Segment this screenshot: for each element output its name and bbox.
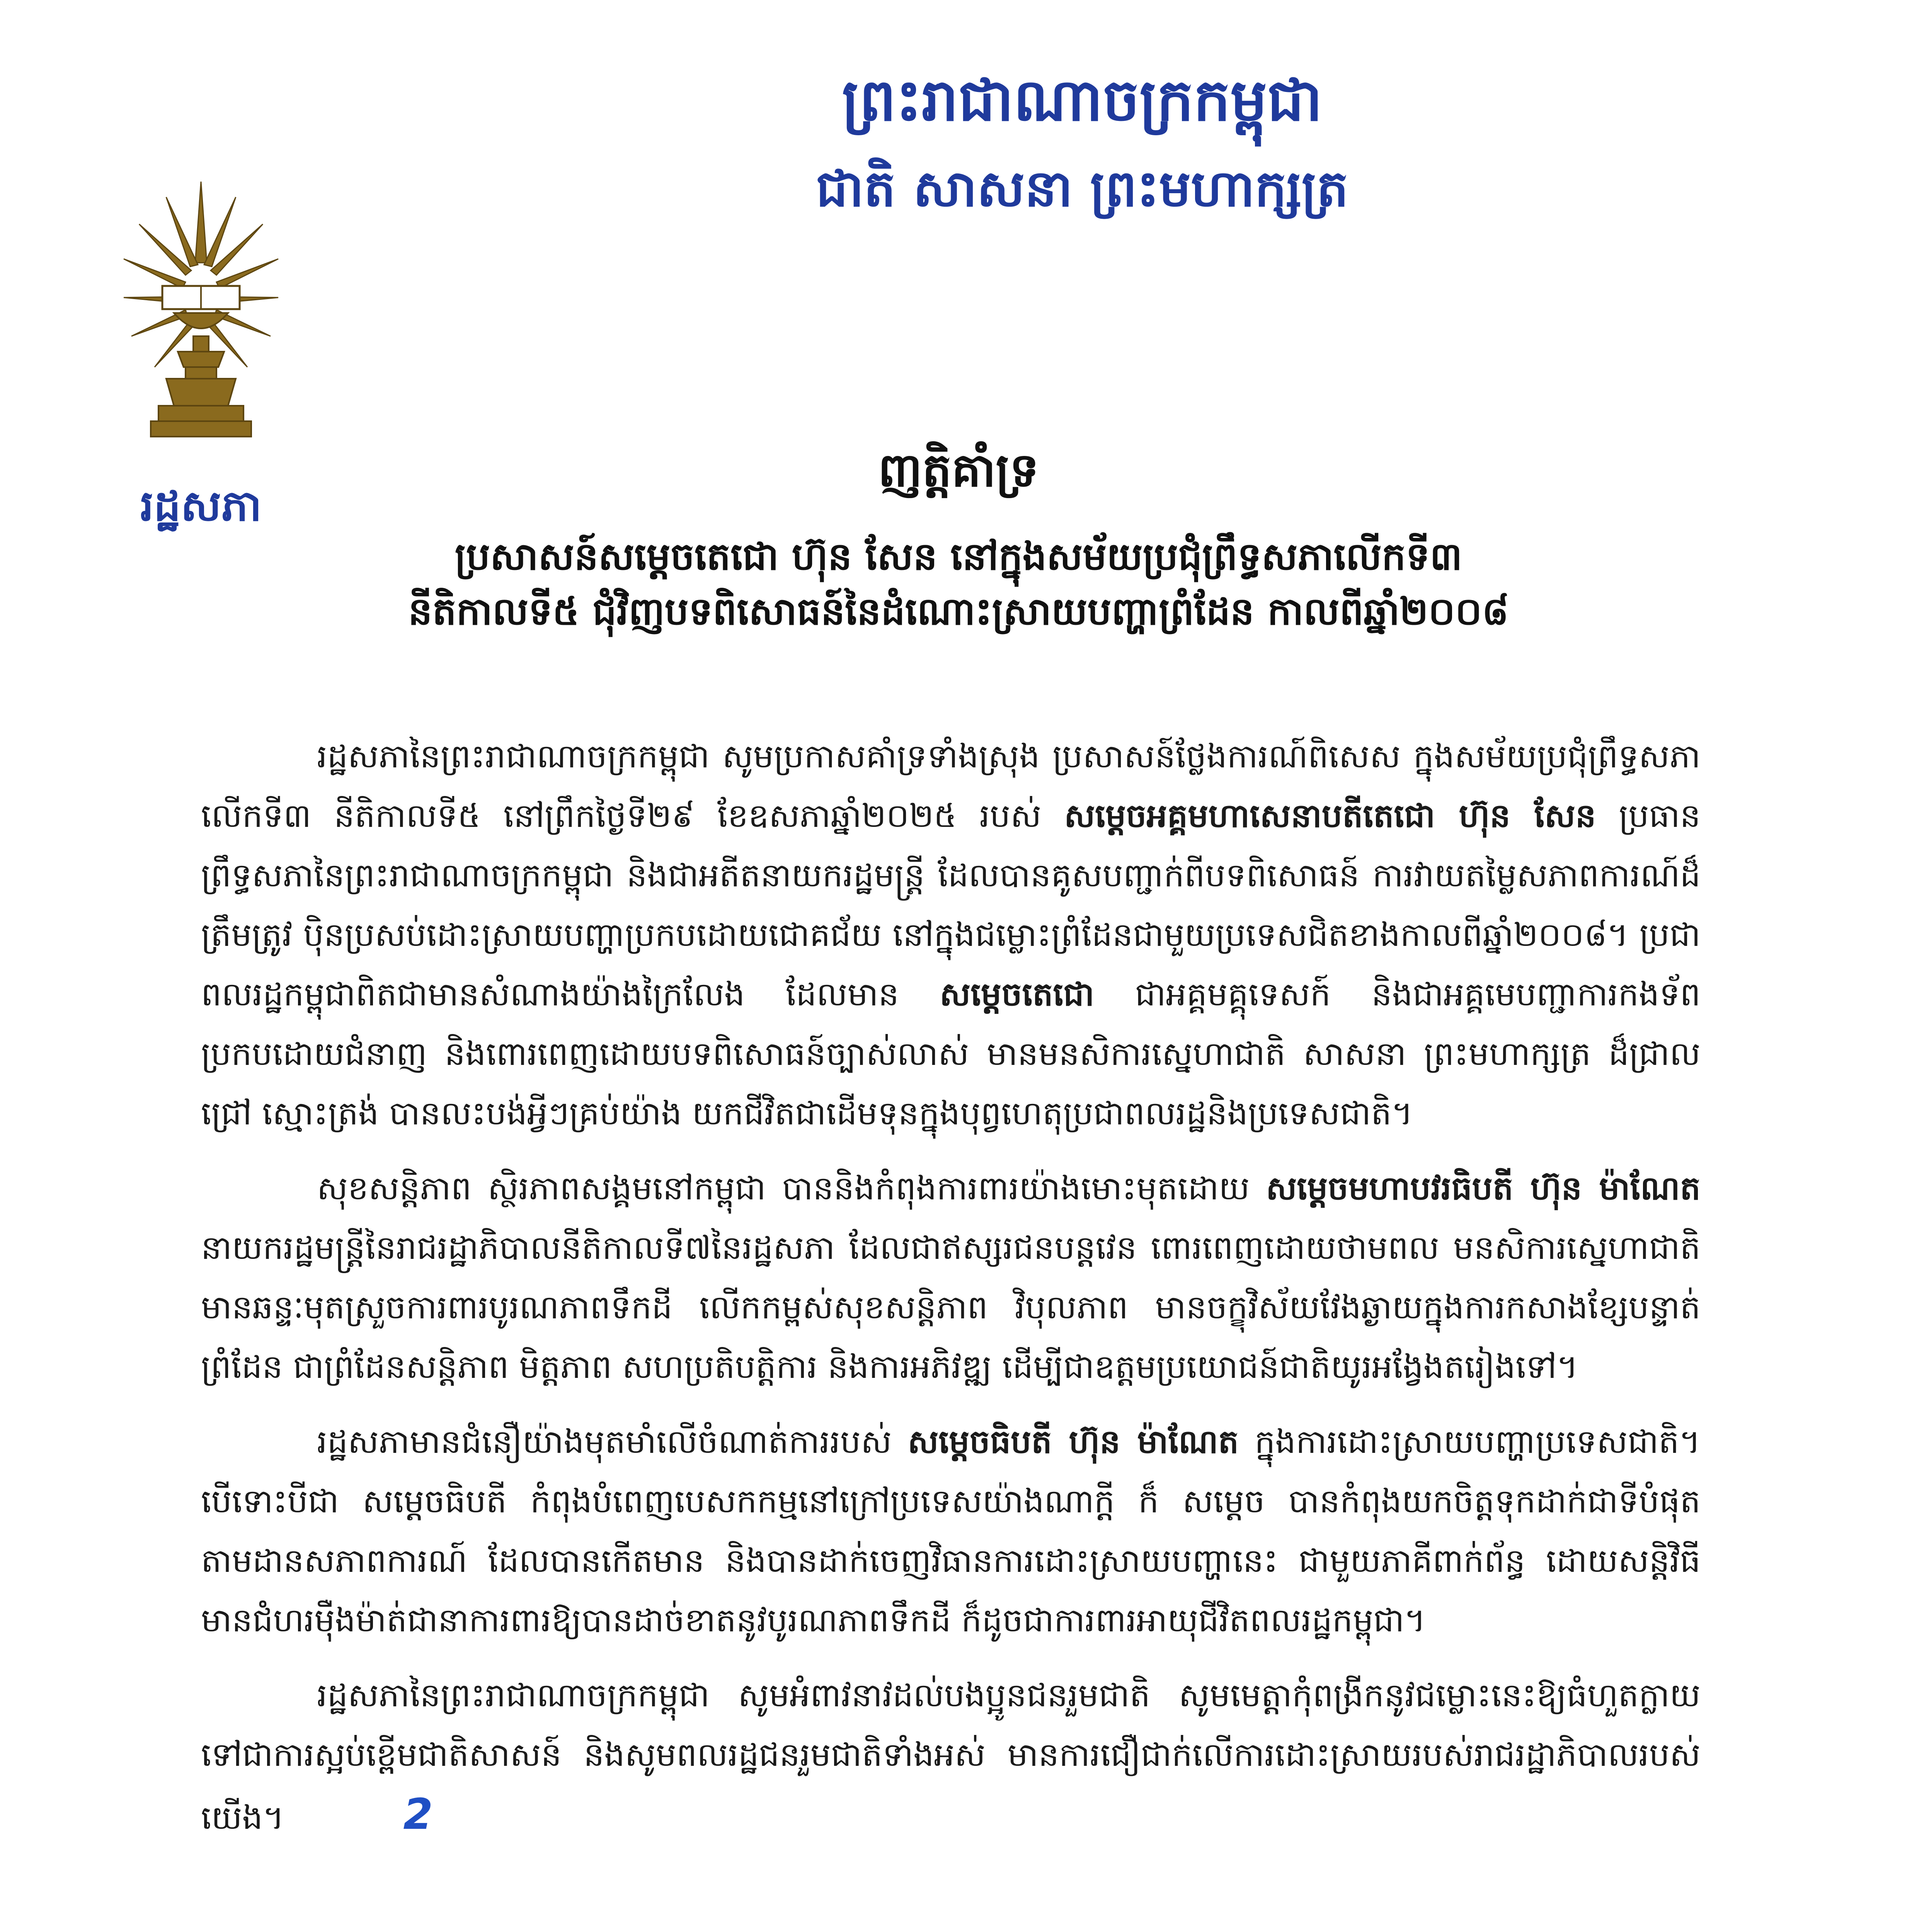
document-title: ញត្តិគាំទ្រ	[878, 444, 1039, 497]
paragraph-1-text-c: ជាអគ្គមគ្គុទេសក៍ និងជាអគ្គមេបញ្ជាការកងទ័ពប្រកបដោយជំនាញ និងពោរពេញដោយបទពិសោធន៍ច្បាស់លាស់ មានមនសិការស្នេហាជាតិ សាសនា ព្រះមហាក្សត្រ ដ៏ជ្រាលជ្រៅ ស្មោះត្រង់ បានលះបង់អ្វីៗគ្រប់យ៉ាង យកជីវិតជាដើមទុនក្នុងបុព្វហេតុប្រជាពលរដ្ឋនិងប្រទេសជាតិ។	[201, 975, 1701, 1132]
paragraph-2-text-b: នាយករដ្ឋមន្ត្រីនៃរាជរដ្ឋាភិបាលនីតិកាលទី៧នៃរដ្ឋសភា ដែលជាឥស្សរជនបន្តវេន ពោរពេញដោយថាមពល មនសិការស្នេហាជាតិ មានឆន្ទៈមុតស្រួចការពារបូរណភាពទឹកដី លើកកម្ពស់សុខសន្តិភាព វិបុលភាព មានចក្ខុវិស័យវែងឆ្ងាយក្នុងការកសាងខ្សែបន្ទាត់ព្រំដែន ជាព្រំដែនសន្តិភាព មិត្តភាព សហប្រតិបត្តិការ និងការអភិវឌ្ឍ ដើម្បីជាឧត្តមប្រយោជន៍ជាតិយូរអង្វែងតរៀងទៅ។	[201, 1229, 1701, 1386]
paragraph-3-text-a: រដ្ឋសភាមានជំនឿយ៉ាងមុតមាំលើចំណាត់ការរបស់	[317, 1423, 908, 1461]
national-motto: ជាតិ សាសនា ព្រះមហាក្សត្រ	[816, 159, 1348, 218]
paragraph-1-text-b: ប្រធានព្រឹទ្ធសភានៃព្រះរាជាណាចក្រកម្ពុជា និងជាអតីតនាយករដ្ឋមន្ត្រី ដែលបានគូសបញ្ជាក់ពីបទពិសោធន៍ ការវាយតម្លៃសភាពការណ៍ដ៏ត្រឹមត្រូវ ប៉ិនប្រសប់ដោះស្រាយបញ្ហាប្រកបដោយជោគជ័យ នៅក្នុងជម្លោះព្រំដែនជាមួយប្រទេសជិតខាងកាលពីឆ្នាំ២០០៨។ ប្រជាពលរដ្ឋកម្ពុជាពិតជាមានសំណាងយ៉ាងក្រៃលែង ដែលមាន	[201, 797, 1701, 1013]
paragraph-1-bold-a: សម្តេចអគ្គមហាសេនាបតីតេជោ ហ៊ុន សែន	[1064, 797, 1596, 835]
paragraph-2	[201, 1158, 1701, 1396]
subtitle-line-2: នីតិកាលទី៥ ជុំវិញបទពិសោធន៍នៃដំណោះស្រាយបញ្ហាព្រំដែន កាលពីឆ្នាំ២០០៨	[408, 590, 1509, 634]
kingdom-heading: ព្រះរាជាណាចក្រកម្ពុជា	[842, 67, 1323, 134]
paragraph-3-bold-a: សម្តេចធិបតី ហ៊ុន ម៉ាណែត	[907, 1423, 1239, 1461]
document-subtitle	[155, 529, 1762, 639]
paragraph-3-text-b: ក្នុងការដោះស្រាយបញ្ហាប្រទេសជាតិ។ បើទោះបីជា សម្តេចធិបតី កំពុងបំពេញបេសកកម្មនៅក្រៅប្រទេសយ៉ាងណាក្តី ក៏ សម្តេច បានកំពុងយកចិត្តទុកដាក់ជាទីបំផុត តាមដានសភាពការណ៍ ដែលបានកើតមាន និងបានដាក់ចេញវិធានការដោះស្រាយបញ្ហានេះ ជាមួយភាគីពាក់ព័ន្ធ ដោយសន្តិវិធី មានជំហរម៉ឺងម៉ាត់ជានាការពារឱ្យបានដាច់ខាតនូវបូរណភាពទឹកដី ក៏ដូចជាការពារអាយុជីវិតពលរដ្ឋកម្ពុជា។	[201, 1423, 1701, 1639]
paragraph-2-bold-a: សម្តេចមហាបវរធិបតី ហ៊ុន ម៉ាណែត	[1266, 1169, 1701, 1207]
national-assembly-emblem-icon	[108, 174, 294, 452]
paragraph-2-text-a: សុខសន្តិភាព ស្ថិរភាពសង្គមនៅកម្ពុជា បាននិងកំពុងការពារយ៉ាងមោះមុតដោយ	[317, 1169, 1266, 1207]
paragraph-4-text-a: រដ្ឋសភានៃព្រះរាជាណាចក្រកម្ពុជា សូមអំពាវនាវដល់បងប្អូនជនរួមជាតិ សូមមេត្តាកុំពង្រីកនូវជម្លោះនេះឱ្យធំហួតក្លាយទៅជាការស្អប់ខ្ពើមជាតិសាសន៍ និងសូមពលរដ្ឋជនរួមជាតិទាំងអស់ មានការជឿជាក់លើការដោះស្រាយរបស់រាជរដ្ឋាភិបាលរបស់យើង។	[201, 1676, 1701, 1837]
paragraph-4	[201, 1665, 1701, 1847]
document-body	[201, 726, 1701, 1863]
paragraph-3	[201, 1412, 1701, 1650]
handwritten-mark: 2	[403, 1789, 433, 1839]
paragraph-1-text-a: រដ្ឋសភានៃព្រះរាជាណាចក្រកម្ពុជា សូមប្រកាសគាំទ្រទាំងស្រុង ប្រសាសន៍ថ្លែងការណ៍ពិសេស ក្នុងសម័យប្រជុំព្រឹទ្ធសភាលើកទី៣ នីតិកាលទី៥ នៅព្រឹកថ្ងៃទី២៩ ខែឧសភាឆ្នាំ២០២៥ របស់	[201, 737, 1701, 835]
subtitle-line-1: ប្រសាសន៍សម្តេចតេជោ ហ៊ុន សែន នៅក្នុងសម័យប្រជុំព្រឹទ្ធសភាលើកទី៣	[455, 535, 1462, 579]
paragraph-1-bold-b: សម្តេចតេជោ	[940, 975, 1095, 1013]
paragraph-1	[201, 726, 1701, 1143]
institution-name: រដ្ឋសភា	[140, 481, 262, 531]
